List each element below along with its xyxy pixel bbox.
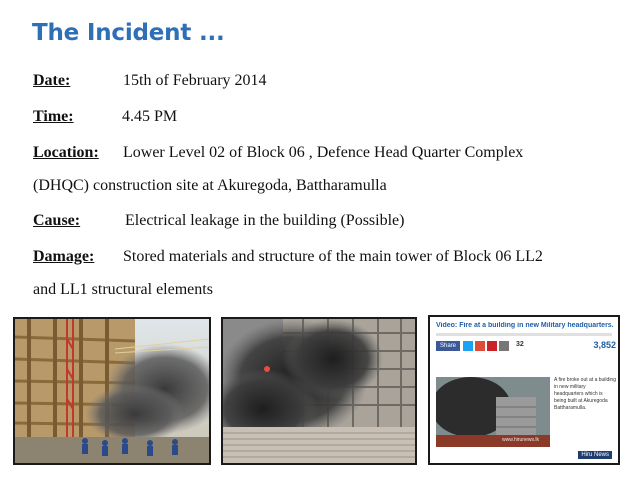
- cause-row: [33, 211, 404, 231]
- construction-fire-photo: [13, 317, 211, 465]
- location-label: Location:: [33, 144, 99, 161]
- damage-label: Damage:: [33, 248, 95, 265]
- date-value: 15th of February 2014: [123, 72, 267, 89]
- facebook-share-button[interactable]: Share: [436, 341, 460, 351]
- damage-continuation: and LL1 structural elements: [33, 281, 213, 298]
- news-screenshot: [428, 315, 620, 465]
- news-meta-line: [436, 333, 612, 336]
- news-video-still[interactable]: [436, 377, 550, 447]
- share-count: 3,852: [593, 340, 616, 350]
- building-smoke-photo: [221, 317, 417, 465]
- slide-title: The Incident ...: [32, 20, 225, 46]
- damage-row: [33, 247, 543, 267]
- cause-label: Cause:: [33, 212, 81, 229]
- cause-value: Electrical leakage in the building (Possible): [125, 212, 405, 229]
- building-smoke-photo-icon: [223, 319, 415, 463]
- location-row: [33, 143, 523, 163]
- location-value: Lower Level 02 of Block 06 , Defence Head Quarter Complex: [123, 144, 524, 161]
- time-label: Time:: [33, 108, 74, 125]
- news-headline: Video: Fire at a building in new Military headquarters.: [436, 322, 614, 329]
- date-row: [33, 71, 267, 91]
- pinterest-icon[interactable]: [487, 341, 497, 351]
- location-continuation: (DHQC) construction site at Akuregoda, Battharamulla: [33, 177, 387, 194]
- damage-value: Stored materials and structure of the main tower of Block 06 LL2: [123, 248, 543, 265]
- comment-count: 32: [516, 341, 524, 348]
- date-label: Date:: [33, 72, 71, 89]
- twitter-icon[interactable]: [463, 341, 473, 351]
- email-icon[interactable]: [499, 341, 509, 351]
- time-row: [33, 107, 177, 127]
- news-share-bar: [436, 341, 616, 353]
- construction-fire-photo-icon: [15, 319, 209, 463]
- gplus-icon[interactable]: [475, 341, 485, 351]
- time-value: 4.45 PM: [122, 108, 178, 125]
- news-caption: A fire broke out at a building in new military headquarters which is being built at Akuregoda Battharamulla.: [554, 377, 616, 411]
- news-logo: Hiru News: [578, 451, 612, 459]
- news-watermark: www.hirunews.lk: [502, 437, 539, 443]
